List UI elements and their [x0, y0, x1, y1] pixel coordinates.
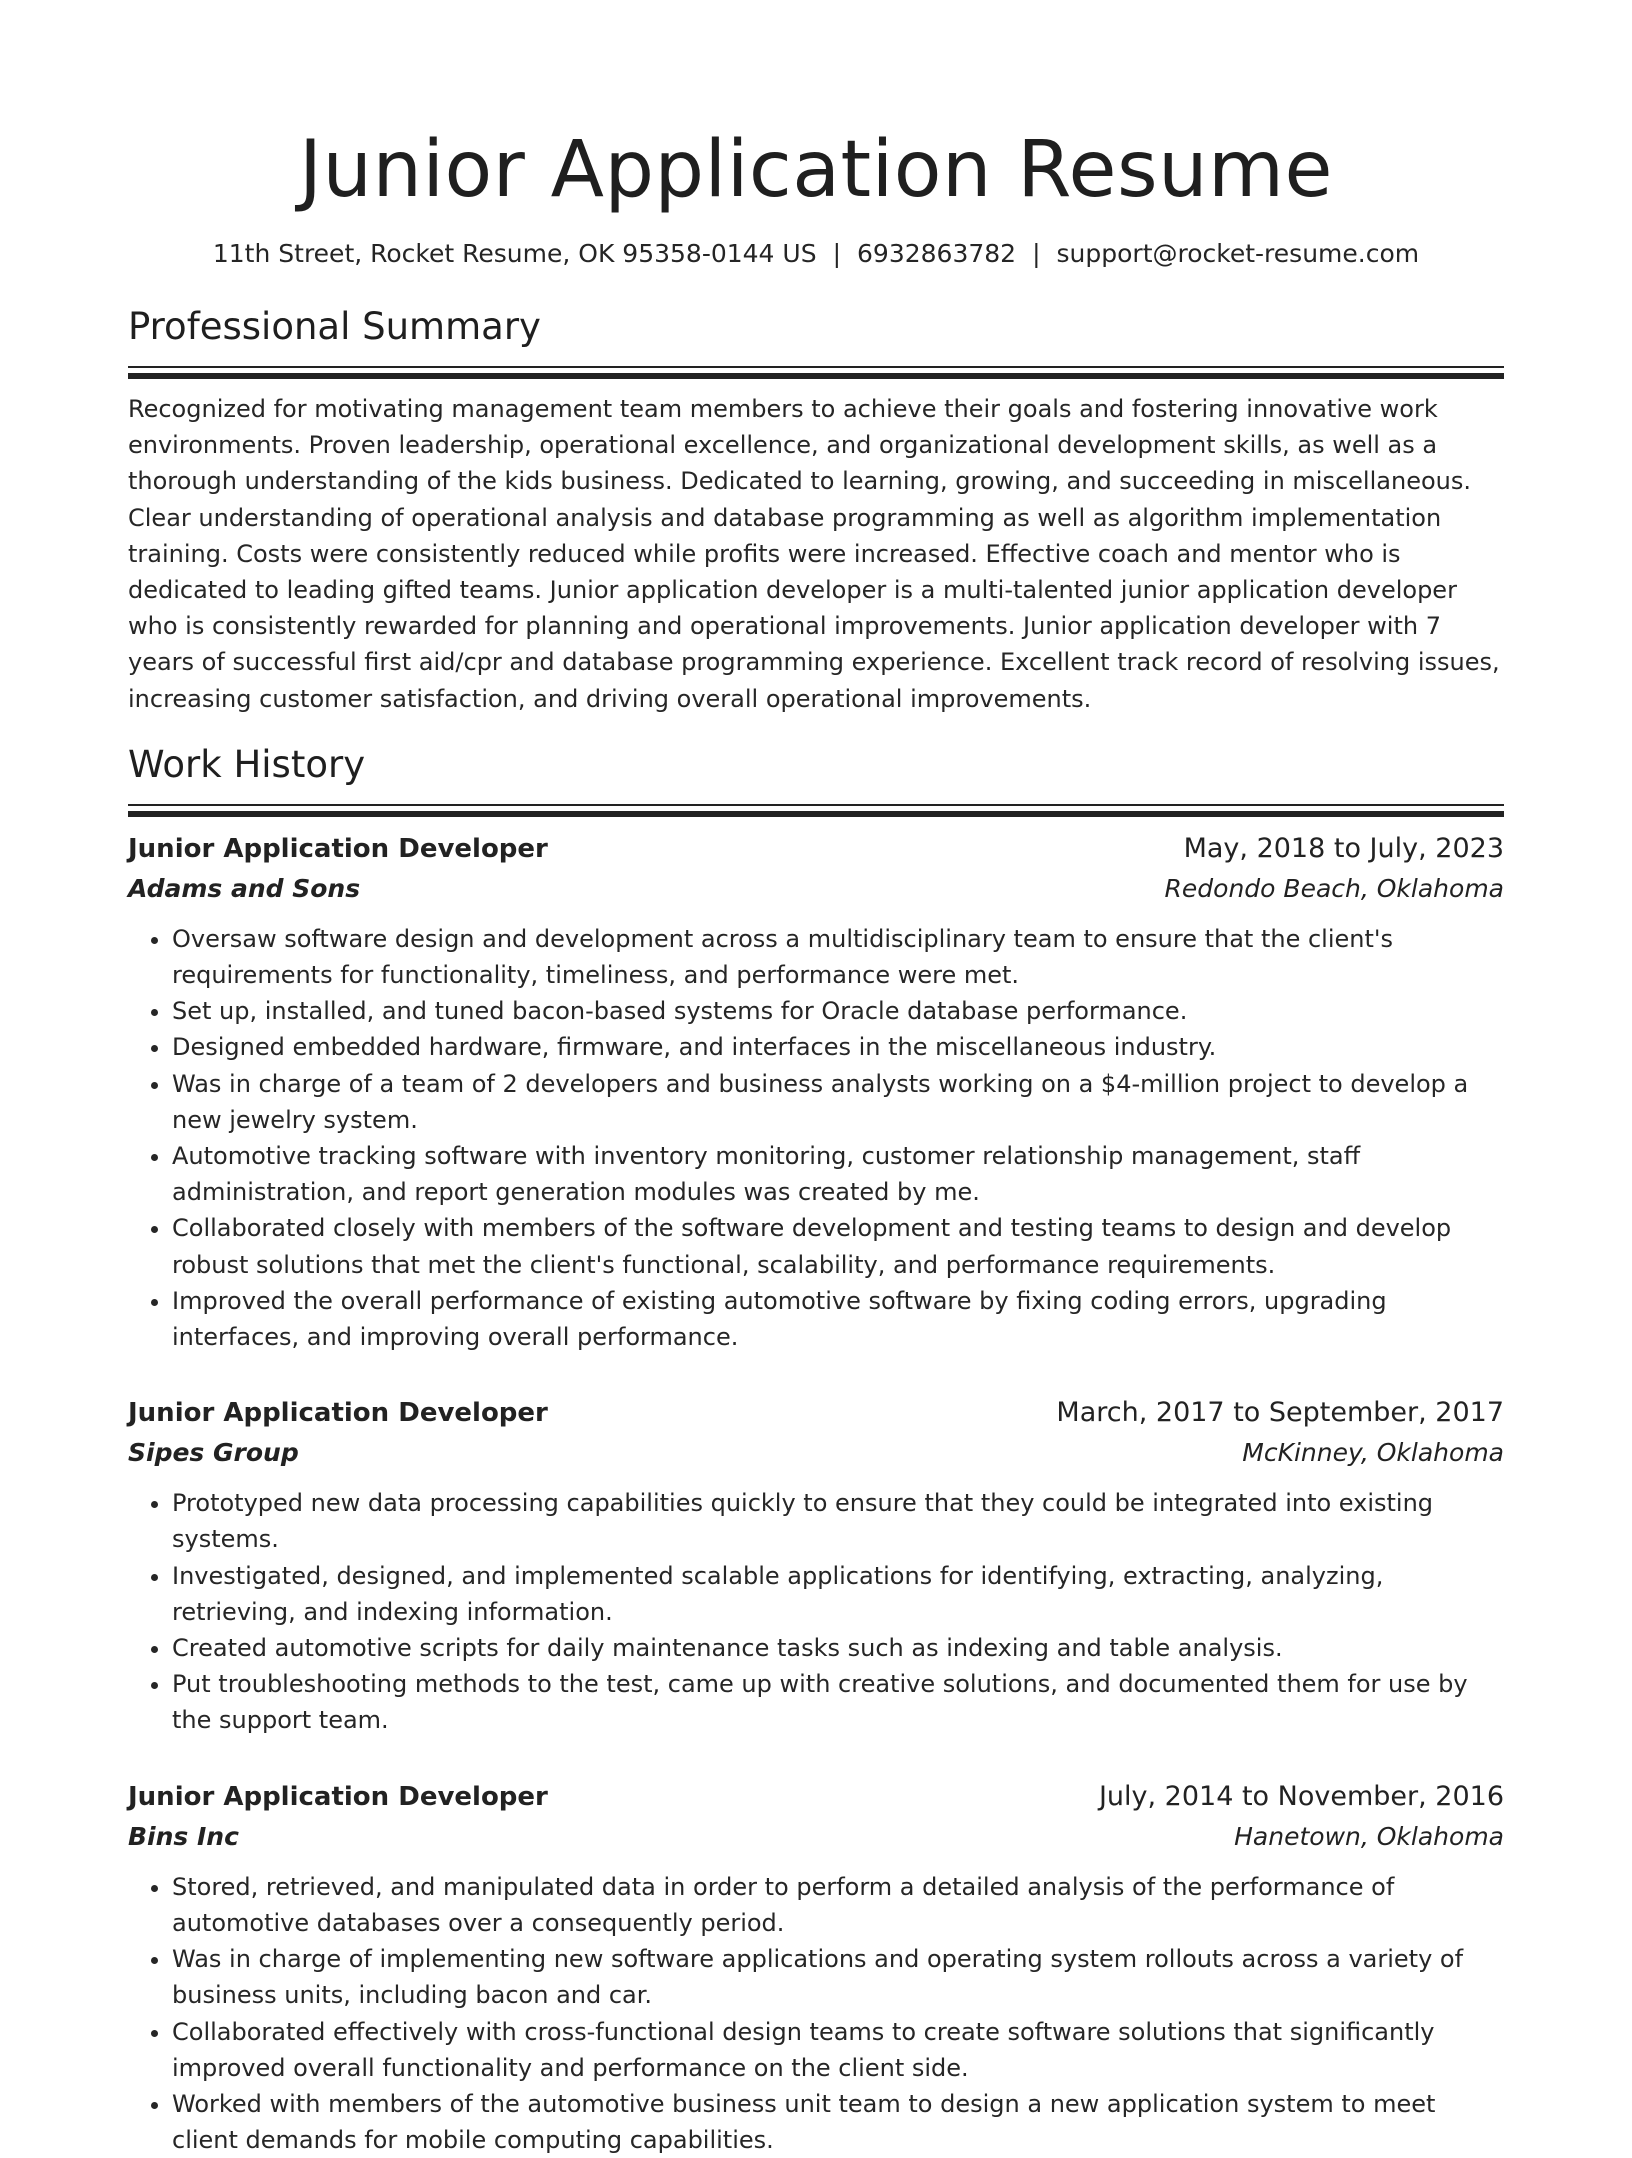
job-bullet: • Created automotive scripts for daily maintenance tasks such as indexing and table analysis. [172, 1630, 1504, 1666]
summary-paragraph: Recognized for motivating management team members to achieve their goals and fostering innovative work environments. Proven leadership, operational excellence, and organizational development skills, as well as a thorough understanding of the kids business. Dedicated to learning, growing, and succeeding in miscellaneous. Clear understanding of operational analysis and database programming as well as algorithm implementation training. Costs were consistently reduced while profits were increased. Effective coach and mentor who is dedicated to leading gifted teams. Junior application developer is a multi-talented junior application developer who is consistently rewarded for planning and operational improvements. Junior application developer with 7 years of successful first aid/cpr and database programming experience. Excellent track record of resolving issues, increasing customer satisfaction, and driving overall operational improvements. [128, 395, 1500, 713]
job-bullet: • Automotive tracking software with inventory monitoring, customer relationship management, staff administration, and report generation modules was created by me. [172, 1138, 1504, 1210]
section-heading-work-history: Work History [128, 742, 366, 786]
job-bullet: • Worked with members of the automotive business unit team to design a new application system to meet client demands for mobile computing capabilities. [172, 2086, 1504, 2158]
job-bullet: • Put troubleshooting methods to the test, came up with creative solutions, and documented them for use by the support team. [172, 1666, 1504, 1738]
job-title: Junior Application Developer [128, 833, 548, 864]
job-location: McKinney, Oklahoma [1242, 1438, 1504, 1468]
job-bullet-list [128, 921, 1504, 1355]
job-entry [128, 1777, 1504, 2158]
job-subheader-row [128, 869, 1504, 909]
job-bullet: • Was in charge of implementing new software applications and operating system rollouts across a variety of business units, including bacon and car. [172, 1941, 1504, 2013]
contact-address: 11th Street, Rocket Resume, OK 95358-0144 US [212, 239, 817, 268]
resume-title: Junior Application Resume [299, 125, 1333, 215]
job-title: Junior Application Developer [128, 1781, 548, 1812]
professional-summary-section [128, 304, 1504, 717]
contact-separator: | [1032, 239, 1041, 268]
resume-page [128, 0, 1504, 2158]
job-entry [128, 1393, 1504, 1738]
section-divider-thick [128, 811, 1504, 817]
job-company: Bins Inc [128, 1821, 239, 1851]
job-company: Sipes Group [128, 1438, 299, 1468]
job-bullet: • Stored, retrieved, and manipulated data in order to perform a detailed analysis of the performance of automotive databases over a consequently period. [172, 1869, 1504, 1941]
contact-separator: | [832, 239, 842, 268]
job-bullet: • Improved the overall performance of existing automotive software by fixing coding errors, upgrading interfaces, and improving overall performance. [172, 1283, 1504, 1355]
job-bullet: • Collaborated closely with members of the software development and testing teams to design and develop robust solutions that met the client's functional, scalability, and performance requirements. [172, 1210, 1504, 1282]
work-history-section [128, 742, 1504, 2158]
job-subheader-row [128, 1817, 1504, 1857]
job-bullet: • Prototyped new data processing capabilities quickly to ensure that they could be integrated into existing systems. [172, 1485, 1504, 1557]
job-bullet: • Collaborated effectively with cross-functional design teams to create software solutions that significantly improved overall functionality and performance on the client side. [172, 2014, 1504, 2086]
job-company: Adams and Sons [128, 873, 361, 903]
section-heading-summary: Professional Summary [128, 305, 541, 348]
contact-email: support@rocket-resume.com [1056, 239, 1420, 268]
job-subheader-row [128, 1433, 1504, 1473]
contact-phone: 6932863782 [857, 239, 1017, 268]
job-entry [128, 829, 1504, 1355]
section-divider-thin [128, 366, 1504, 368]
job-header-row [128, 1393, 1504, 1433]
job-dates: May, 2018 to July, 2023 [1183, 832, 1504, 864]
job-bullet-list [128, 1869, 1504, 2158]
job-bullet: • Designed embedded hardware, firmware, and interfaces in the miscellaneous industry. [172, 1029, 1504, 1065]
section-divider-thin [128, 804, 1504, 806]
section-divider-thick [128, 373, 1504, 379]
job-bullet: • Investigated, designed, and implemented scalable applications for identifying, extracting, analyzing, retrieving, and indexing information. [172, 1558, 1504, 1630]
job-header-row [128, 1777, 1504, 1817]
job-header-row [128, 829, 1504, 869]
job-dates: July, 2014 to November, 2016 [1098, 1780, 1504, 1812]
job-location: Hanetown, Oklahoma [1234, 1821, 1504, 1851]
job-bullet: • Set up, installed, and tuned bacon-based systems for Oracle database performance. [172, 993, 1504, 1029]
job-bullet: • Oversaw software design and development across a multidisciplinary team to ensure that the client's requirements for functionality, timeliness, and performance were met. [172, 921, 1504, 993]
job-location: Redondo Beach, Oklahoma [1164, 873, 1504, 903]
job-bullet-list [128, 1485, 1504, 1738]
job-dates: March, 2017 to September, 2017 [1056, 1397, 1504, 1429]
job-title: Junior Application Developer [128, 1398, 548, 1429]
contact-info [128, 236, 1504, 272]
job-bullet: • Was in charge of a team of 2 developers and business analysts working on a $4-million project to develop a new jewelry system. [172, 1066, 1504, 1138]
